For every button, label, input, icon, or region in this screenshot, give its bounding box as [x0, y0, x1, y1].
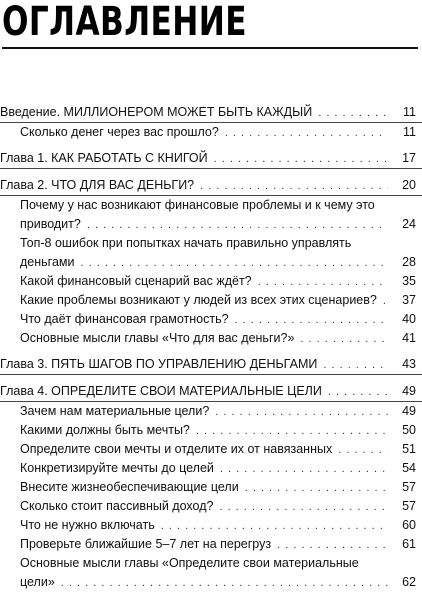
dot-leader — [245, 479, 388, 498]
dot-leader — [61, 574, 388, 593]
toc-page-number: 35 — [402, 274, 416, 288]
toc-entry[interactable] — [0, 272, 422, 291]
chapter-divider-line — [0, 168, 422, 169]
toc-entry[interactable] — [0, 516, 422, 535]
toc-entry-title: Какими должны быть мечты? — [20, 423, 190, 437]
toc-entry-title: Что не нужно включать — [20, 518, 155, 532]
toc-entry[interactable] — [0, 196, 422, 215]
dot-leader — [338, 441, 388, 460]
toc-entry-title: Глава 4. ОПРЕДЕЛИТЕ СВОИ МАТЕРИАЛЬНЫЕ ЦЕЛИ — [0, 384, 322, 398]
toc-entry-title: деньгами — [20, 255, 75, 269]
dot-leader — [196, 422, 388, 441]
toc-entry-title: Почему у нас возникают финансовые проблемы и к чему это — [20, 198, 375, 212]
toc-entry-title: Введение. МИЛЛИОНЕРОМ МОЖЕТ БЫТЬ КАЖДЫЙ — [0, 105, 313, 119]
toc-entry-title: Сколько стоит пассивный доход? — [20, 499, 214, 513]
toc-entry[interactable] — [0, 215, 422, 234]
toc-page-number: 60 — [402, 518, 416, 532]
dot-leader — [214, 150, 388, 169]
dot-leader — [200, 177, 388, 196]
toc-page-number: 37 — [402, 293, 416, 307]
toc-entry-title: Какие проблемы возникают у людей из всех этих сценариев? — [20, 293, 377, 307]
dot-leader — [225, 124, 388, 143]
dot-leader — [277, 536, 388, 555]
dot-leader — [328, 383, 388, 402]
toc-chapter-entry[interactable] — [0, 382, 422, 401]
toc-page-number: 17 — [402, 151, 416, 165]
dot-leader — [219, 498, 388, 517]
toc-page-number: 20 — [402, 178, 416, 192]
table-of-contents — [0, 103, 422, 592]
toc-entry-title: Топ-8 ошибок при попытках начать правильно управлять — [20, 236, 352, 250]
toc-entry-title: приводит? — [20, 217, 81, 231]
toc-page-number: 57 — [402, 499, 416, 513]
toc-page-number: 28 — [402, 255, 416, 269]
toc-entry[interactable] — [0, 535, 422, 554]
toc-entry-title: Какой финансовый сценарий вас ждёт? — [20, 274, 252, 288]
toc-page-number: 57 — [402, 480, 416, 494]
dot-leader — [215, 403, 388, 422]
toc-entry[interactable] — [0, 291, 422, 310]
toc-page-number: 49 — [402, 404, 416, 418]
chapter-divider-line — [0, 374, 422, 375]
toc-entry[interactable] — [0, 234, 422, 253]
dot-leader — [300, 330, 388, 349]
toc-page-number: 24 — [402, 217, 416, 231]
toc-page-number: 49 — [402, 384, 416, 398]
toc-entry[interactable] — [0, 459, 422, 478]
toc-entry-title: Определите свои мечты и отделите их от навязанных — [20, 442, 333, 456]
toc-page-number: 41 — [402, 331, 416, 345]
dot-leader — [318, 104, 388, 123]
toc-entry-title: Что даёт финансовая грамотность? — [20, 312, 229, 326]
toc-entry-title: Глава 1. КАК РАБОТАТЬ С КНИГОЙ — [0, 151, 208, 165]
toc-entry[interactable] — [0, 310, 422, 329]
dot-leader — [258, 273, 388, 292]
toc-entry[interactable] — [0, 123, 422, 142]
toc-entry[interactable] — [0, 253, 422, 272]
toc-chapter-entry[interactable] — [0, 176, 422, 195]
toc-page-number: 43 — [402, 357, 416, 371]
page-title: ОГЛАВЛЕНИЕ — [2, 0, 247, 45]
toc-entry-title: Глава 3. ПЯТЬ ШАГОВ ПО УПРАВЛЕНИЮ ДЕНЬГАМИ — [0, 357, 318, 371]
toc-page-number: 61 — [402, 537, 416, 551]
dot-leader — [87, 216, 388, 235]
toc-entry-title: Сколько денег через вас прошло? — [20, 125, 219, 139]
toc-entry-title: Основные мысли главы «Что для вас деньги?» — [20, 331, 295, 345]
toc-entry-title: Внесите жизнеобеспечивающие цели — [20, 480, 239, 494]
dot-leader — [235, 311, 388, 330]
toc-entry-title: Проверьте ближайшие 5–7 лет на перегруз — [20, 537, 272, 551]
dot-leader — [161, 517, 388, 536]
toc-entry-title: Глава 2. ЧТО ДЛЯ ВАС ДЕНЬГИ? — [0, 178, 195, 192]
toc-page-number: 54 — [402, 461, 416, 475]
toc-entry[interactable] — [0, 329, 422, 348]
toc-entry[interactable] — [0, 421, 422, 440]
title-underline — [2, 47, 418, 49]
toc-entry[interactable] — [0, 497, 422, 516]
toc-page-number: 11 — [403, 105, 416, 119]
toc-entry[interactable] — [0, 402, 422, 421]
toc-chapter-entry[interactable] — [0, 103, 422, 122]
toc-entry[interactable] — [0, 478, 422, 497]
toc-chapter-entry[interactable] — [0, 355, 422, 374]
toc-page-number: 40 — [402, 312, 416, 326]
toc-entry[interactable] — [0, 440, 422, 459]
dot-leader — [383, 292, 388, 311]
toc-page-number: 62 — [402, 575, 416, 589]
toc-entry[interactable] — [0, 573, 422, 592]
dot-leader — [80, 254, 388, 273]
toc-page-number: 11 — [403, 125, 416, 139]
toc-page-number: 51 — [402, 442, 416, 456]
toc-chapter-entry[interactable] — [0, 149, 422, 168]
toc-entry-title: Конкретизируйте мечты до целей — [20, 461, 214, 475]
dot-leader — [220, 460, 388, 479]
toc-entry-title: Зачем нам материальные цели? — [20, 404, 210, 418]
toc-entry-title: цели» — [20, 575, 55, 589]
toc-page-number: 50 — [402, 423, 416, 437]
toc-entry[interactable] — [0, 554, 422, 573]
dot-leader — [323, 356, 388, 375]
toc-entry-title: Основные мысли главы «Определите свои материальные — [20, 556, 359, 570]
